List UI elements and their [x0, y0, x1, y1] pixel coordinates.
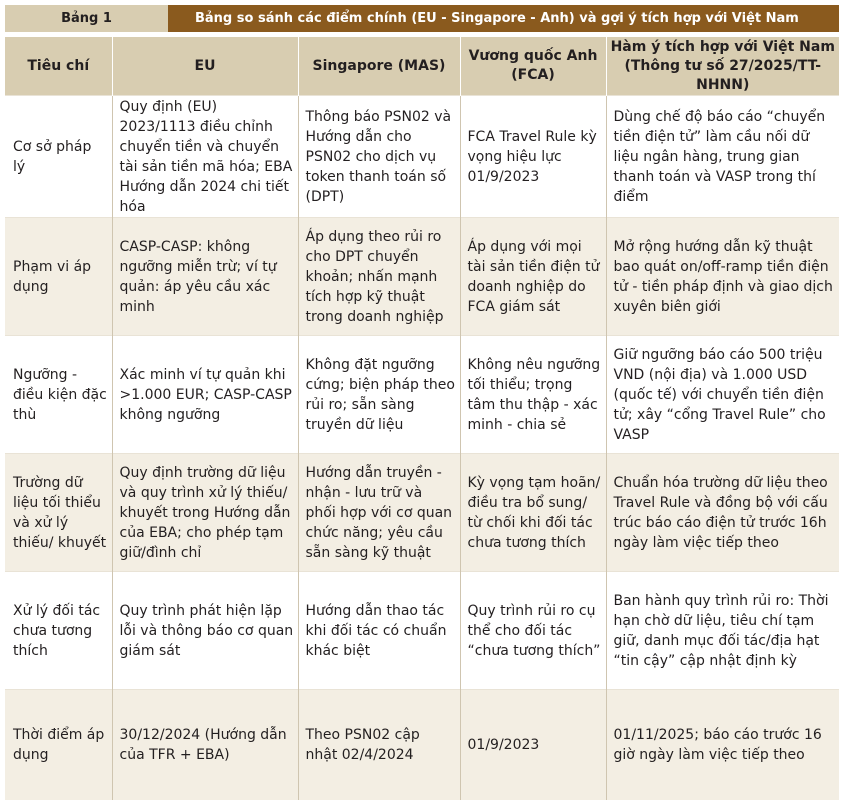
table-body	[5, 96, 839, 800]
table-row	[5, 218, 839, 336]
cell-vietnam: Dùng chế độ báo cáo “chuyển tiền điện tử” làm cầu nối dữ liệu ngân hàng, trung gian thanh toán và VASP trong thí điểm	[606, 96, 839, 218]
cell-vietnam: Ban hành quy trình rủi ro: Thời hạn chờ dữ liệu, tiêu chí tạm giữ, danh mục đối tác/địa hạt “tin cậy” cập nhật định kỳ	[606, 572, 839, 690]
cell-singapore: Không đặt ngưỡng cứng; biện pháp theo rủi ro; sẵn sàng truyền dữ liệu	[298, 336, 460, 454]
cell-uk: 01/9/2023	[460, 690, 606, 800]
table-title-bar	[5, 5, 839, 32]
header-row	[5, 37, 839, 96]
header-eu: EU	[112, 37, 298, 96]
table-title: Bảng so sánh các điểm chính (EU - Singapore - Anh) và gợi ý tích hợp với Việt Nam	[195, 11, 799, 26]
cell-singapore: Hướng dẫn truyền - nhận - lưu trữ và phối hợp với cơ quan chức năng; yêu cầu sẵn sàng kỹ thuật	[298, 454, 460, 572]
header-criterion: Tiêu chí	[5, 37, 112, 96]
cell-criterion: Ngưỡng - điều kiện đặc thù	[5, 336, 112, 454]
table-row	[5, 336, 839, 454]
cell-eu: Xác minh ví tự quản khi >1.000 EUR; CASP-CASP không ngưỡng	[112, 336, 298, 454]
cell-singapore: Áp dụng theo rủi ro cho DPT chuyển khoản; nhấn mạnh tích hợp kỹ thuật trong doanh nghiệp	[298, 218, 460, 336]
cell-eu: CASP-CASP: không ngưỡng miễn trừ; ví tự quản: áp yêu cầu xác minh	[112, 218, 298, 336]
cell-eu: 30/12/2024 (Hướng dẫn của TFR + EBA)	[112, 690, 298, 800]
header-singapore: Singapore (MAS)	[298, 37, 460, 96]
cell-uk: Quy trình rủi ro cụ thể cho đối tác “chưa tương thích”	[460, 572, 606, 690]
table-header	[5, 37, 839, 96]
cell-singapore: Thông báo PSN02 và Hướng dẫn cho PSN02 cho dịch vụ token thanh toán số (DPT)	[298, 96, 460, 218]
cell-criterion: Trường dữ liệu tối thiểu và xử lý thiếu/ khuyết	[5, 454, 112, 572]
cell-uk: Không nêu ngưỡng tối thiểu; trọng tâm thu thập - xác minh - chia sẻ	[460, 336, 606, 454]
cell-criterion: Cơ sở pháp lý	[5, 96, 112, 218]
cell-eu: Quy định trường dữ liệu và quy trình xử lý thiếu/ khuyết trong Hướng dẫn của EBA; cho phép tạm giữ/đình chỉ	[112, 454, 298, 572]
header-uk: Vương quốc Anh (FCA)	[460, 37, 606, 96]
cell-criterion: Thời điểm áp dụng	[5, 690, 112, 800]
header-vietnam: Hàm ý tích hợp với Việt Nam (Thông tư số 27/2025/TT-NHNN)	[606, 37, 839, 96]
cell-eu: Quy trình phát hiện lặp lỗi và thông báo cơ quan giám sát	[112, 572, 298, 690]
table-row	[5, 690, 839, 800]
table-row	[5, 96, 839, 218]
cell-vietnam: Giữ ngưỡng báo cáo 500 triệu VND (nội địa) và 1.000 USD (quốc tế) với chuyển tiền điện tử; xây “cổng Travel Rule” cho VASP	[606, 336, 839, 454]
table-label: Bảng 1	[5, 5, 168, 32]
cell-vietnam: 01/11/2025; báo cáo trước 16 giờ ngày làm việc tiếp theo	[606, 690, 839, 800]
cell-criterion: Phạm vi áp dụng	[5, 218, 112, 336]
cell-criterion: Xử lý đối tác chưa tương thích	[5, 572, 112, 690]
cell-uk: Áp dụng với mọi tài sản tiền điện tử doanh nghiệp do FCA giám sát	[460, 218, 606, 336]
cell-eu: Quy định (EU) 2023/1113 điều chỉnh chuyển tiền và chuyển tài sản tiền mã hóa; EBA Hướng dẫn 2024 chi tiết hóa	[112, 96, 298, 218]
cell-uk: FCA Travel Rule kỳ vọng hiệu lực 01/9/2023	[460, 96, 606, 218]
table-row	[5, 572, 839, 690]
table-row	[5, 454, 839, 572]
cell-uk: Kỳ vọng tạm hoãn/ điều tra bổ sung/ từ chối khi đối tác chưa tương thích	[460, 454, 606, 572]
cell-singapore: Hướng dẫn thao tác khi đối tác có chuẩn khác biệt	[298, 572, 460, 690]
cell-vietnam: Chuẩn hóa trường dữ liệu theo Travel Rule và đồng bộ với cấu trúc báo cáo điện tử trước 16h ngày làm việc tiếp theo	[606, 454, 839, 572]
cell-singapore: Theo PSN02 cập nhật 02/4/2024	[298, 690, 460, 800]
cell-vietnam: Mở rộng hướng dẫn kỹ thuật bao quát on/off-ramp tiền điện tử - tiền pháp định và giao dịch xuyên biên giới	[606, 218, 839, 336]
comparison-table	[5, 37, 839, 800]
